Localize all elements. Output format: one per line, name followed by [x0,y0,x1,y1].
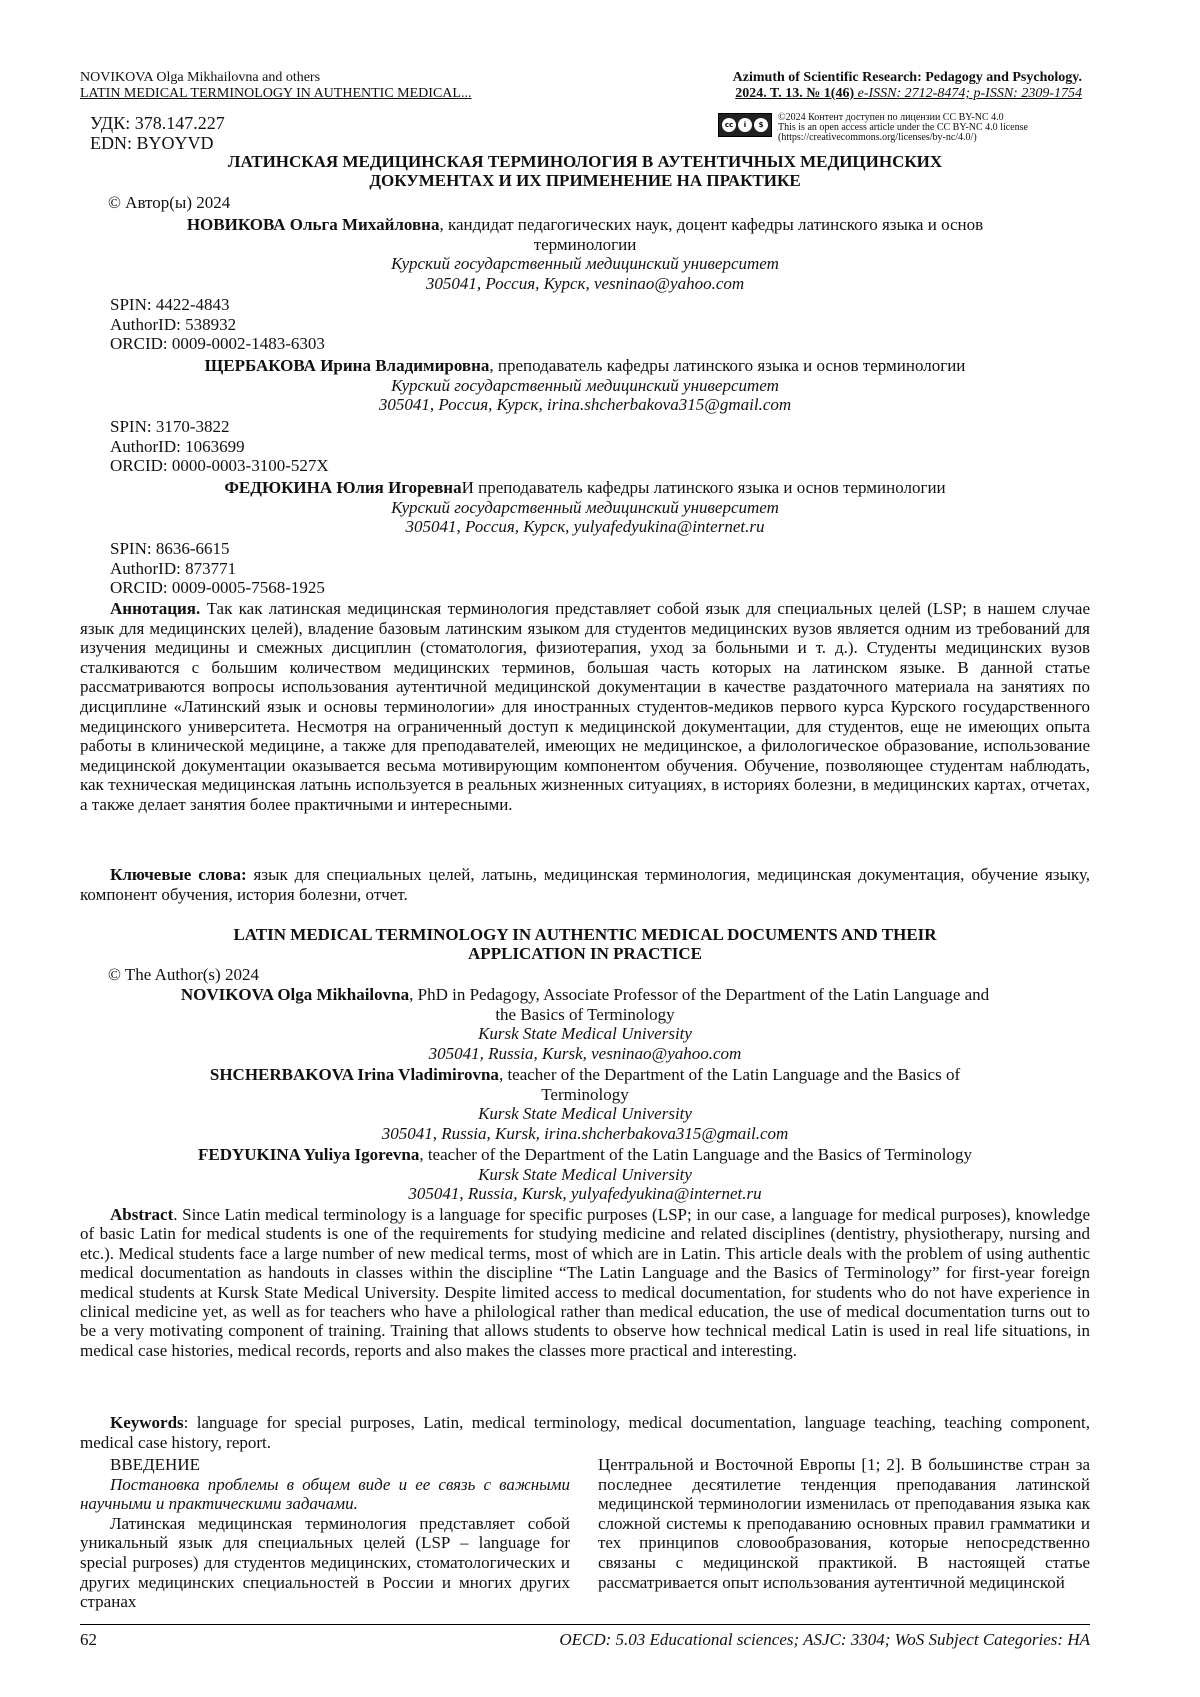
keywords-en-label: Keywords [110,1413,184,1432]
author1-ru-name: НОВИКОВА Ольга Михайловна [186,215,440,234]
title-ru-line2: ДОКУМЕНТАХ И ИХ ПРИМЕНЕНИЕ НА ПРАКТИКЕ [369,171,801,190]
author3-ru-university: Курский государственный медицинский университет [391,497,779,517]
page-number: 62 [80,1630,97,1649]
abstract-ru-label: Аннотация. [110,599,201,618]
author1-en [80,985,1090,1063]
title-ru-line1: ЛАТИНСКАЯ МЕДИЦИНСКАЯ ТЕРМИНОЛОГИЯ В АУТЕНТИЧНЫХ МЕДИЦИНСКИХ [227,152,943,171]
author3-ru-address: 305041, Россия, Курск, yulyafedyukina@internet.ru [405,517,765,537]
author3-ru [80,478,1090,537]
title-en [80,925,1090,963]
license-block [718,113,1098,143]
running-header-right [602,70,1082,102]
keywords-en [80,1413,1090,1452]
author1-authorid: AuthorID: 538932 [110,314,237,334]
author3-en-address: 305041, Russia, Kursk, yulyafedyukina@internet.ru [408,1184,762,1204]
intro-paragraph-right: Центральной и Восточной Европы [1; 2]. В большинстве стран за последнее десятилетие тенденция преподавания латинской медицинской терминологии изменилась от преподавания языка как сложной системы к преподаванию основных правил грамматики и тех принципов словообразования, которые непосредственно связаны с медицинской практикой. В настоящей статье рассматривается опыт использования аутентичной медицинской [598,1455,1090,1592]
author2-en-name: SHCHERBAKOVA Irina Vladimirovna [209,1065,499,1084]
author2-en-role-cont: Terminology [541,1084,629,1104]
journal-volume: 2024. T. 13. № 1(46) [735,86,855,101]
author1-ru [80,215,1090,293]
footer-divider [80,1624,1090,1625]
author2-ru [80,356,1090,415]
running-header-left [80,70,640,102]
author2-ids [110,417,329,476]
license-text [778,113,1028,143]
journal-issue [602,86,1082,102]
author3-orcid: ORCID: 0009-0005-7568-1925 [110,578,325,598]
license-line-en: This is an open access article under the CC BY-NC 4.0 license [778,122,1028,133]
cc-icon: cc [722,118,736,132]
intro-paragraph-left: Латинская медицинская терминология представляет собой уникальный язык для специальных целей (LSP – language for special purposes) для студентов медицинских, стоматологических и других медицинских специальностей в России и многих других странах [80,1513,570,1612]
author1-en-role-cont: the Basics of Terminology [495,1004,675,1024]
keywords-ru-text: язык для специальных целей, латынь, медицинская терминология, медицинская документация, обучение языку, компонент обучения, история болезни, отчет. [80,865,1090,904]
copyright-en: © The Author(s) 2024 [108,965,259,984]
author1-en-role: , PhD in Pedagogy, Associate Professor of the Department of the Latin Language and [409,985,990,1004]
body-right-column [598,1455,1090,1592]
author1-ru-role-cont: терминологии [533,234,637,254]
author3-ids [110,539,325,598]
by-icon: i [738,118,752,132]
author3-ru-role: И преподаватель кафедры латинского языка и основ терминологии [461,478,946,497]
author2-en-address: 305041, Russia, Kursk, irina.shcherbakova315@gmail.com [381,1123,789,1143]
author2-en-university: Kursk State Medical University [478,1104,692,1124]
author1-en-university: Kursk State Medical University [478,1024,692,1044]
author2-ru-address: 305041, Россия, Курск, irina.shcherbakova315@gmail.com [378,395,792,415]
author1-ids [110,295,325,354]
license-line-ru: ©2024 Контент доступен по лицензии CC BY-NC 4.0 [778,112,1004,123]
author2-orcid: ORCID: 0000-0003-3100-527X [110,456,329,476]
author1-spin: SPIN: 4422-4843 [110,295,230,314]
title-ru [80,152,1090,190]
author1-ru-role: , кандидат педагогических наук, доцент кафедры латинского языка и основ [439,215,984,234]
author3-en-name: FEDYUKINA Yuliya Igorevna [197,1145,420,1164]
author3-authorid: AuthorID: 873771 [110,558,237,578]
keywords-ru-label: Ключевые слова: [110,865,247,884]
author1-en-address: 305041, Russia, Kursk, vesninao@yahoo.com [428,1043,742,1063]
body-left-column [80,1455,570,1612]
author1-ru-university: Курский государственный медицинский университет [391,254,779,274]
header-short-title: LATIN MEDICAL TERMINOLOGY IN AUTHENTIC MEDICAL... [80,86,472,101]
author3-spin: SPIN: 8636-6615 [110,539,230,558]
abstract-en-label: Abstract [110,1205,174,1224]
title-en-line1: LATIN MEDICAL TERMINOLOGY IN AUTHENTIC MEDICAL DOCUMENTS AND THEIR [233,925,937,944]
author3-en-role: , teacher of the Department of the Latin Language and the Basics of Terminology [419,1145,973,1164]
abstract-ru-text: Так как латинская медицинская терминология представляет собой язык для специальных целей (LSP; в нашем случае язык для медицинских целей), владение базовым латинским языком для студентов медицинских вузов является одним из требований для изучения медицины и смежных дисциплин (стоматология, физиотерапия, уход за больными и т. д.). Студенты медицинских вузов сталкиваются с большим количеством медицинских терминов, большая часть которых на латинском языке. В данной статье рассматриваются вопросы использования аутентичной медицинской документации в качестве раздаточного материала на занятиях по дисциплине «Латинский язык и основы терминологии» для иностранных студентов-медиков первого курса Курского государственного медицинского университета. Несмотря на ограниченный доступ к медицинской документации, для студентов, еще не имеющих опыта работы в клинической медицине, а также для преподавателей, имеющих не медицинское, а филологическое образование, использование медицинской документации оказывается весьма мотивирующим компонентом обучения. Обучение, позволяющее студентам наблюдать, как техническая медицинская латынь используется в реальных жизненных ситуациях, в историях болезни, в медицинских картах, отчетах, а также делает занятия более практичными и интересными. [80,599,1090,814]
nc-icon: $ [754,118,768,132]
author3-en [80,1145,1090,1204]
edn: EDN: BYOYVD [90,133,214,153]
author1-ru-address: 305041, Россия, Курск, vesninao@yahoo.com [425,273,745,293]
header-authors: NOVIKOVA Olga Mikhailovna and others [80,70,321,85]
footer-classification: OECD: 5.03 Educational sciences; ASJC: 3304; WoS Subject Categories: HA [559,1630,1090,1649]
intro-subheading: Постановка проблемы в общем виде и ее связь с важными научными и практическими задачами. [80,1474,570,1514]
keywords-en-text: : language for special purposes, Latin, medical terminology, medical documentation, language teaching, teaching component, medical case history, report. [80,1413,1090,1452]
cc-by-nc-badge [718,113,772,137]
author2-ru-name: ЩЕРБАКОВА Ирина Владимировна [204,356,490,375]
abstract-en-text: . Since Latin medical terminology is a language for specific purposes (LSP; in our case, a language for medical purposes), knowledge of basic Latin for medical students is one of the requirements for studying medicine and related disciplines (dentistry, physiotherapy, nursing and etc.). Medical students face a large number of new medical terms, most of which are in Latin. This article deals with the problem of using authentic medical documentation as handouts in classes within the discipline “The Latin Language and the Basics of Terminology” for first-year foreign medical students at Kursk State Medical University. Despite limited access to medical documentation, for students who do not have experience in clinical medicine yet, as well as for teachers who have a philological rather than medical education, the use of medical documentation turns out to be a very motivating component of training. Training that allows students to observe how technical medical Latin is used in real life situations, in medical case histories, medical records, reports and also makes the classes more practical and interesting. [80,1205,1090,1360]
author3-en-university: Kursk State Medical University [478,1164,692,1184]
udk: УДК: 378.147.227 [90,113,225,133]
intro-heading: ВВЕДЕНИЕ [110,1455,200,1474]
abstract-ru [80,599,1090,815]
author3-ru-name: ФЕДЮКИНА Юлия Игоревна [224,478,462,497]
copyright-ru: © Автор(ы) 2024 [108,193,231,212]
author2-en [80,1065,1090,1143]
abstract-en [80,1205,1090,1360]
author2-spin: SPIN: 3170-3822 [110,417,230,436]
author1-en-name: NOVIKOVA Olga Mikhailovna [180,985,410,1004]
author2-ru-role: , преподаватель кафедры латинского языка и основ терминологии [489,356,966,375]
journal-issn: e-ISSN: 2712-8474; p-ISSN: 2309-1754 [854,86,1082,101]
author2-ru-university: Курский государственный медицинский университет [391,375,779,395]
journal-name: Azimuth of Scientific Research: Pedagogy and Psychology. [732,70,1082,85]
author2-authorid: AuthorID: 1063699 [110,436,245,456]
license-url[interactable]: (https://creativecommons.org/licenses/by-nc/4.0/) [778,132,977,143]
keywords-ru [80,865,1090,904]
author2-en-role: , teacher of the Department of the Latin Language and the Basics of [498,1065,961,1084]
author1-orcid: ORCID: 0009-0002-1483-6303 [110,334,325,354]
title-en-line2: APPLICATION IN PRACTICE [468,944,702,963]
